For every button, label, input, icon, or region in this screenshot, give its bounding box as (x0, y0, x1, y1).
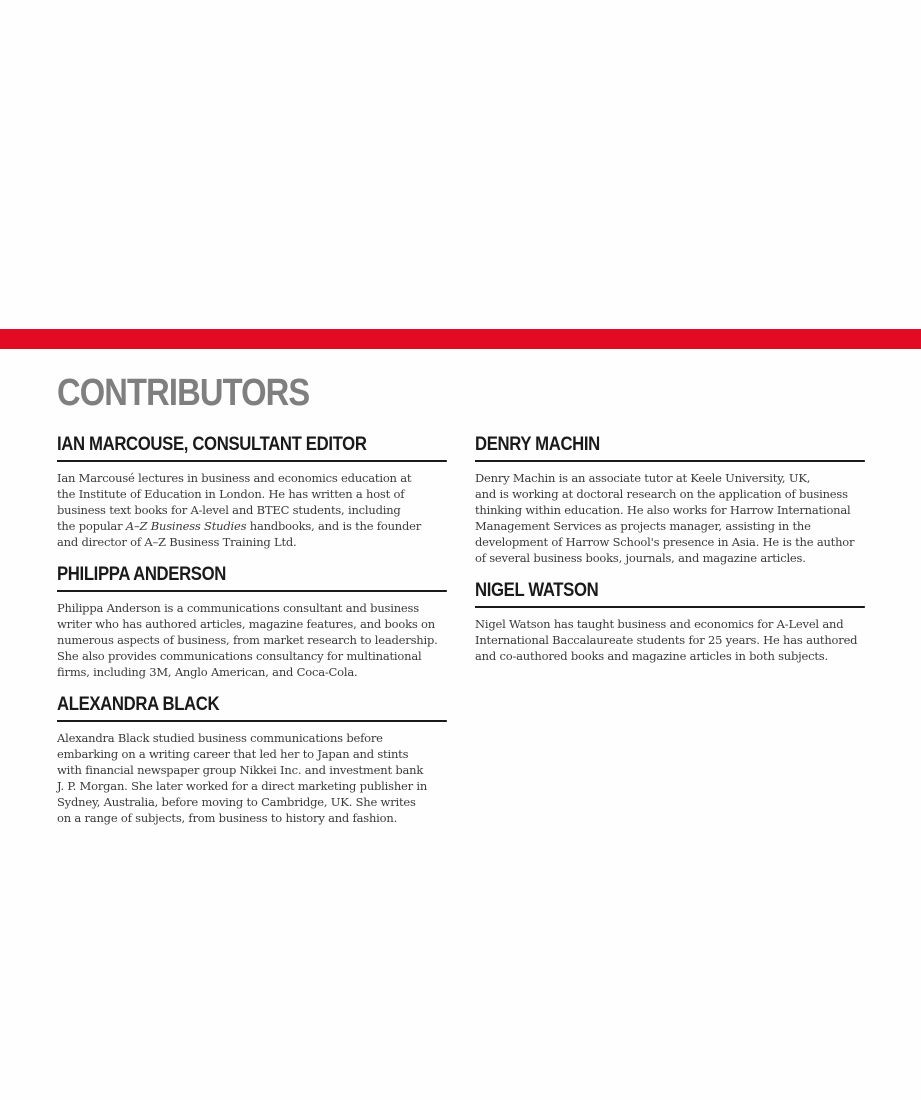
bio-text: the popular (57, 519, 126, 533)
bio-line (57, 518, 447, 534)
contributor-bio (475, 616, 865, 664)
bio-line: business text books for A-level and BTEC students, including (57, 503, 401, 517)
bio-line: She also provides communications consultancy for multinational (57, 649, 422, 663)
page-title: CONTRIBUTORS (57, 372, 310, 414)
bio-line: and is working at doctoral research on the application of business (475, 487, 848, 501)
contributor-bio (475, 470, 865, 566)
bio-line: embarking on a writing career that led her to Japan and stints (57, 747, 409, 761)
contributor-entry (57, 694, 447, 826)
contributors-column-right (475, 434, 865, 678)
bio-line: Management Services as projects manager, assisting in the (475, 519, 811, 533)
bio-line: firms, including 3M, Anglo American, and Coca-Cola. (57, 665, 358, 679)
contributor-entry (475, 434, 865, 566)
bio-line: the Institute of Education in London. He has written a host of (57, 487, 405, 501)
bio-line: on a range of subjects, from business to history and fashion. (57, 811, 398, 825)
bio-line: and director of A–Z Business Training Ltd. (57, 535, 297, 549)
bio-line: numerous aspects of business, from market research to leadership. (57, 633, 438, 647)
contributor-name: IAN MARCOUSE, CONSULTANT EDITOR (57, 434, 447, 462)
bio-line: Denry Machin is an associate tutor at Keele University, UK, (475, 471, 811, 485)
contributors-column-left (57, 434, 447, 840)
contributor-name: DENRY MACHIN (475, 434, 865, 462)
contributor-bio (57, 730, 447, 826)
red-accent-band (0, 329, 921, 349)
bio-line: writer who has authored articles, magazine features, and books on (57, 617, 435, 631)
book-title: A–Z Business Studies (125, 519, 247, 533)
contributor-entry (475, 580, 865, 664)
bio-line: and co-authored books and magazine articles in both subjects. (475, 649, 828, 663)
contributor-entry (57, 434, 447, 550)
bio-line: development of Harrow School's presence in Asia. He is the author (475, 535, 855, 549)
bio-text: handbooks, and is the founder (246, 519, 422, 533)
bio-line: Philippa Anderson is a communications consultant and business (57, 601, 419, 615)
contributor-name: NIGEL WATSON (475, 580, 865, 608)
contributor-bio (57, 600, 447, 680)
bio-line: with financial newspaper group Nikkei Inc. and investment bank (57, 763, 424, 777)
bio-line: Ian Marcousé lectures in business and economics education at (57, 471, 412, 485)
bio-line: Alexandra Black studied business communications before (57, 731, 383, 745)
bio-line: of several business books, journals, and magazine articles. (475, 551, 806, 565)
contributor-bio (57, 470, 447, 550)
contributor-entry (57, 564, 447, 680)
bio-line: Nigel Watson has taught business and economics for A-Level and (475, 617, 844, 631)
contributor-name: PHILIPPA ANDERSON (57, 564, 447, 592)
bio-line: International Baccalaureate students for 25 years. He has authored (475, 633, 858, 647)
bio-line: Sydney, Australia, before moving to Cambridge, UK. She writes (57, 795, 416, 809)
contributor-name: ALEXANDRA BLACK (57, 694, 447, 722)
bio-line: J. P. Morgan. She later worked for a direct marketing publisher in (57, 779, 428, 793)
bio-line: thinking within education. He also works for Harrow International (475, 503, 851, 517)
